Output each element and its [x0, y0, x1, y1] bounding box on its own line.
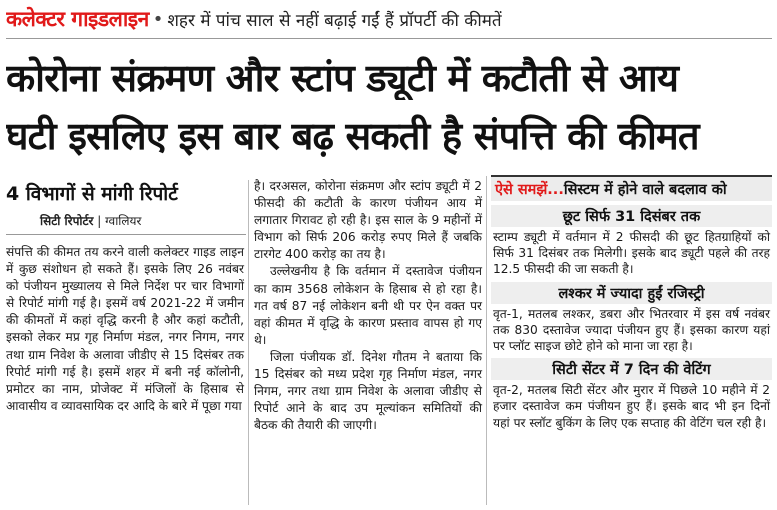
kicker-text: शहर में पांच साल से नहीं बढ़ाई गईं हैं प्रॉपर्टी की कीमतें	[167, 10, 502, 31]
byline-divider	[6, 234, 246, 235]
sidebar-header	[491, 175, 772, 201]
sidebar-section-title: सिटी सेंटर में 7 दिन की वेटिंग	[491, 358, 772, 380]
sidebar-section-title: छूट सिर्फ 31 दिसंबर तक	[491, 205, 772, 227]
column-divider	[248, 180, 249, 505]
column-divider	[486, 176, 487, 505]
sidebar-header-text: सिस्टम में होने वाले बदलाव को	[563, 182, 727, 198]
story-paragraph: संपत्ति की कीमत तय करने वाली कलेक्टर गाइड लाइन में कुछ संशोधन हो सकते हैं। इसके लिए 26 नवंबर को पंजीयन मुख्यालय से मिले निर्देश पर चार विभागों से रिपोर्ट मांगी गई है। इसमें वर्ष 2021-22 में जमीन की कीमतों में कहां वृद्धि करनी है और कहां कटौती, इसको लेकर मप्र गृह निर्माण मंडल, नगर निगम, नगर तथा ग्राम निवेश के अलावा जीडीए से 15 दिसंबर तक रिपोर्ट मांगी गई है। इसमें शहर में बनी नई कॉलोनी, प्रमोटर का नाम, प्रोजेक्ट में मंजिलों के हिसाब से आवासीय व व्यावसायिक दर आदि के बारे में पूछा गया	[6, 245, 244, 413]
byline	[40, 212, 141, 229]
story-paragraph: जिला पंजीयक डॉ. दिनेश गौतम ने बताया कि 15 दिसंबर को मध्य प्रदेश गृह निर्माण मंडल, नगर निगम, नगर तथा ग्राम निवेश के अलावा जीडीए से रिपोर्ट आने के बाद उप मूल्यांकन समितियों की बैठक की तैयारी की जाएगी।	[254, 349, 482, 433]
byline-place: ग्वालियर	[105, 214, 142, 228]
story-column-1	[6, 244, 244, 415]
byline-name: सिटी रिपोर्टर	[40, 214, 94, 228]
sidebar-header-highlight: ऐसे समझें...	[495, 182, 564, 198]
sidebar-section-text: वृत-1, मतलब लश्कर, डबरा और भितरवार में इस वर्ष नवंबर तक 830 दस्तावेज ज्यादा पंजीयन हुए हैं। इसका कारण यहां पर प्लॉट साइज छोटे होने को माना जा रहा है।	[493, 306, 770, 354]
sidebar-section-text: वृत-2, मतलब सिटी सेंटर और मुरार में पिछले 10 महीने में 2 हजार दस्तावेज कम पंजीयन हुए हैं। इसके बाद भी इन दिनों यहां पर स्लॉट बुकिंग के लिए एक सप्ताह की वेटिंग चल रही है।	[493, 383, 770, 430]
sidebar-section-text: स्टाम्प ड्यूटी में वर्तमान में 2 फीसदी की छूट हितग्राहियों को सिर्फ 31 दिसंबर तक मिलेगी। इसके बाद ड्यूटी पहले की तरह 12.5 फीसदी की जा सकती है।	[493, 230, 770, 277]
sidebar-box	[491, 175, 772, 505]
kicker-line	[6, 2, 772, 36]
top-divider	[6, 38, 772, 39]
story-subhead: 4 विभागों से मांगी रिपोर्ट	[6, 183, 178, 205]
headline-line-1: कोरोना संक्रमण और स्टांप ड्यूटी में कटौती से आय	[6, 56, 679, 100]
sidebar-section-title: लश्कर में ज्यादा हुईं रजिस्ट्री	[491, 282, 772, 304]
kicker-separator: •	[152, 8, 164, 30]
headline-line-2: घटी इसलिए इस बार बढ़ सकती है संपत्ति की कीमत	[6, 114, 699, 158]
kicker-label: कलेक्टर गाइडलाइन	[6, 7, 149, 31]
story-paragraph: उल्लेखनीय है कि वर्तमान में दस्तावेज पंजीयन का काम 3568 लोकेशन के हिसाब से हो रहा है। गत वर्ष 87 नई लोकेशन बनी थी पर ऐन वक्त पर वहां कीमत में वृद्धि के कारण प्रस्ताव वापस हो गए थे।	[254, 264, 482, 347]
story-paragraph: है। दरअसल, कोरोना संक्रमण और स्टांप ड्यूटी में 2 फीसदी की कटौती के कारण पंजीयन आय में लगातार गिरावट हो रही है। इस साल के 9 महीनों में विभाग को सिर्फ 206 करोड़ रुपए मिले हैं जबकि टारगेट 400 करोड़ का तय है।	[254, 179, 482, 262]
byline-separator: |	[97, 214, 102, 228]
story-column-2	[254, 178, 482, 434]
